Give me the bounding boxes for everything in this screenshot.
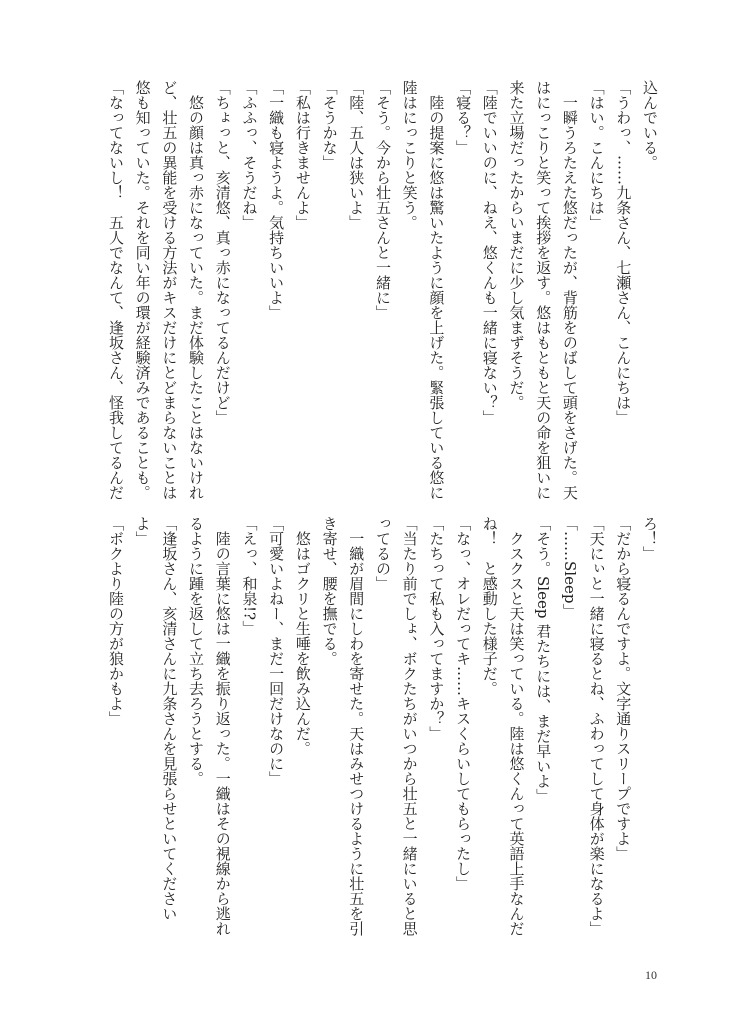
text-line: 「ふふっ、そうだね」 <box>240 80 259 230</box>
text-line: 込んでいる。 <box>641 80 659 170</box>
text-line: 悠の顔は真っ赤になっていた。まだ体験したことはないけれ <box>187 80 206 500</box>
text-line: 陸の提案に悠は驚いたように顔を上げた。緊張している悠に <box>427 80 446 500</box>
text-line: 陸の言葉に悠は一織を振り返った。一織はその視線から逃れ <box>213 516 232 936</box>
page-number: 10 <box>645 968 657 982</box>
text-line: 「天にぃと一緒に寝るとね、ふわってして身体が楽になるよ」 <box>587 516 606 936</box>
text-block-upper <box>101 80 663 501</box>
text-line: 「なっ、オレだってキ……キスくらいしてもらったし」 <box>454 516 473 891</box>
text-line: 「私は行きませんよ」 <box>293 80 312 230</box>
text-line: 「陸、五人は狭いよ」 <box>347 80 366 230</box>
text-line: 「ボクより陸の方が狼かもよ」 <box>106 516 125 726</box>
text-line: 来た立場だったからいまだに少し気まずそうだ。 <box>507 80 526 410</box>
text-line: ね！ と感動した様子だ。 <box>480 516 499 696</box>
text-line: クスクスと天は笑っている。陸は悠くんって英語上手なんだ <box>507 516 526 936</box>
text-line: 「当たり前でしょ、ボクたちがいつから壮五と一緒にいると思 <box>400 516 419 936</box>
text-line: ってるの」 <box>373 516 392 591</box>
text-line: 「ちょっと、亥清悠、真っ赤になってるんだけど」 <box>213 80 232 425</box>
text-block-lower <box>101 516 663 937</box>
text-line: るように踵を返して立ち去ろうとする。 <box>187 516 206 786</box>
text-line: よ」 <box>133 516 152 546</box>
text-line: 「そう。今から壮五さんと一緒に」 <box>373 80 392 320</box>
text-line: 「はい。こんにちは」 <box>587 80 606 230</box>
text-line: 「……Sleep」 <box>560 516 579 619</box>
text-line: 「陸でいいのに、ねえ、悠くんも一緒に寝ない？」 <box>480 80 499 425</box>
text-line: 「可愛いよねー、まだ一回だけなのに」 <box>267 516 286 786</box>
text-line: はにっこりと笑って挨拶を返す。悠はもともと天の命を狙いに <box>534 80 553 500</box>
text-line: 悠も知っていた。それを同い年の環が経験済みであることも。 <box>133 80 152 500</box>
text-line: ろ！」 <box>641 516 659 561</box>
text-line: 一瞬うろたえた悠だったが、背筋をのばして頭をさげた。天 <box>560 80 579 500</box>
text-line: 「一織も寝ようよ。気持ちいいよ」 <box>267 80 286 320</box>
text-line: き寄せ、腰を撫でる。 <box>320 516 339 666</box>
text-line: 「寝る？」 <box>454 80 473 155</box>
text-line: 悠はゴクリと生唾を飲み込んだ。 <box>293 516 312 756</box>
text-line: 「だから寝るんですよ。文字通りスリープですよ」 <box>614 516 633 861</box>
text-line: 「逢坂さん、亥清さんに九条さんを見張らせといてください <box>160 516 179 921</box>
text-line: 「そう。Sleep 君たちには、まだ早いよ」 <box>534 516 553 804</box>
text-line: ど、壮五の異能を受ける方法がキスだけにとどまらないことは <box>160 80 179 500</box>
text-line: 「たちって私も入ってますか？」 <box>427 516 446 741</box>
text-line: 一織が眉間にしわを寄せた。天はみせつけるように壮五を引 <box>347 516 366 936</box>
text-line: 陸はにっこりと笑う。 <box>400 80 419 230</box>
text-line: 「そうかな」 <box>320 80 339 170</box>
text-line: 「なってないし！ 五人でなんて、逢坂さん、怪我してるんだ <box>106 80 125 500</box>
text-line: 「えっ、和泉!?」 <box>240 516 259 636</box>
text-line: 「うわっ、……九条さん、七瀬さん、こんにちは」 <box>614 80 633 425</box>
